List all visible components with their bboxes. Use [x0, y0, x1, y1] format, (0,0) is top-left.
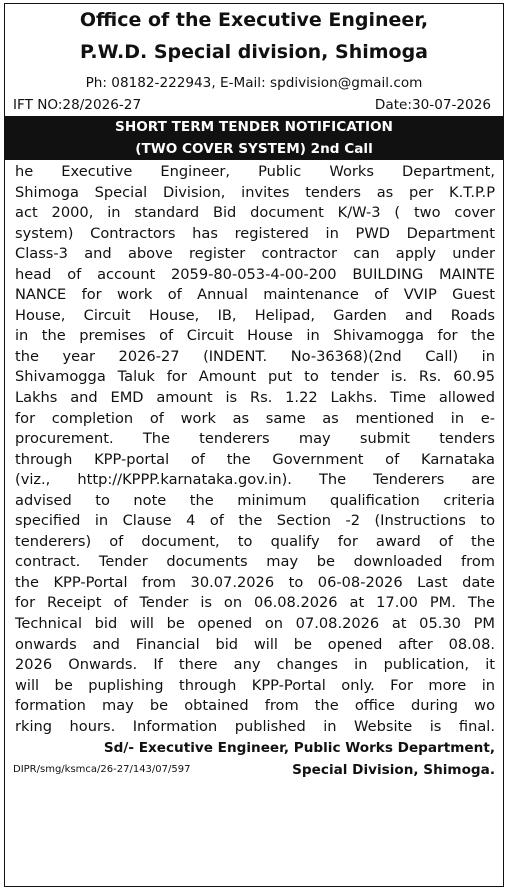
meta-row	[5, 96, 503, 114]
notice-body	[5, 162, 503, 737]
ift-number: IFT NO:28/2026-27	[13, 97, 142, 113]
dipr-reference: DIPR/smg/ksmca/26-27/143/07/597	[13, 764, 191, 776]
division-title: P.W.D. Special division, Shimoga	[79, 41, 429, 63]
notice-body-line: for completion of work as same as mentioned in e-	[15, 409, 495, 427]
notice-body-line: Shivamogga Taluk for Amount put to tender is. Rs. 60.95	[15, 368, 495, 386]
notice-body-line: system) Contractors has registered in PWD Department	[15, 224, 495, 242]
notice-body-line: he Executive Engineer, Public Works Department,	[15, 163, 495, 180]
notice-body-line: advised to note the minimum qualification criteria	[15, 491, 495, 509]
notice-body-line: House, Circuit House, IB, Helipad, Garden and Roads	[15, 306, 495, 324]
notice-body-line: procurement. The tenderers may submit tenders	[15, 430, 495, 448]
notice-body-line: 2026 Onwards. If there any changes in publication, it	[15, 656, 495, 674]
notification-heading-bar	[5, 116, 503, 160]
notice-body-line: onwards and Financial bid will be opened after 08.08.	[15, 635, 495, 653]
notice-body-line: through KPP-portal of the Government of Karnataka	[15, 450, 495, 468]
signature-block	[5, 759, 503, 781]
notice-body-line: head of account 2059-80-053-4-00-200 BUILDING MAINTE	[15, 265, 495, 283]
notice-body-line: will be puplishing through KPP-Portal only. For more in	[15, 676, 495, 694]
notice-body-line: contract. Tender documents may be downloaded from	[15, 553, 495, 571]
notice-body-line: specified in Clause 4 of the Section -2 (Instructions to	[15, 512, 495, 530]
notice-body-line: (viz., http://KPPP.karnataka.gov.in). The Tenderers are	[15, 471, 495, 489]
notice-body-line: the KPP-Portal from 30.07.2026 to 06-08-2026 Last date	[15, 573, 495, 591]
notice-body-line: Shimoga Special Division, invites tenders as per K.T.P.P	[15, 183, 495, 201]
notification-subheading: (TWO COVER SYSTEM) 2nd Call	[135, 141, 373, 157]
office-title: Office of the Executive Engineer,	[79, 9, 429, 31]
notice-body-line: Class-3 and above register contractor can apply under	[15, 245, 495, 263]
notice-body-line: for Receipt of Tender is on 06.08.2026 at 17.00 PM. The	[15, 594, 495, 612]
notice-body-line: Lakhs and EMD amount is Rs. 1.22 Lakhs. Time allowed	[15, 389, 495, 407]
notice-body-line: formation may be obtained from the office during wo	[15, 697, 495, 715]
signature-division: Special Division, Shimoga.	[292, 762, 495, 779]
tender-notice	[4, 3, 504, 887]
notice-body-line: tenderers) of document, to qualify for award of the	[15, 532, 495, 550]
notice-body-line: rking hours. Information published in Website is final.	[15, 717, 495, 735]
signature-line: Sd/- Executive Engineer, Public Works Department,	[103, 740, 495, 757]
notice-body-line: NANCE for work of Annual maintenance of VVIP Guest	[15, 286, 495, 304]
contact-line: Ph: 08182-222943, E-Mail: spdivision@gmail.com	[85, 75, 423, 91]
notice-body-line: act 2000, in standard Bid document K/W-3 ( two cover	[15, 204, 495, 222]
notice-date: Date:30-07-2026	[374, 97, 491, 113]
notification-heading: SHORT TERM TENDER NOTIFICATION	[115, 119, 393, 135]
notice-body-line: Technical bid will be opened on 07.08.2026 at 05.30 PM	[15, 615, 495, 633]
notice-body-line: in the premises of Circuit House in Shivamogga for the	[15, 327, 495, 345]
notice-body-line: the year 2026-27 (INDENT. No-36368)(2nd Call) in	[15, 347, 495, 365]
